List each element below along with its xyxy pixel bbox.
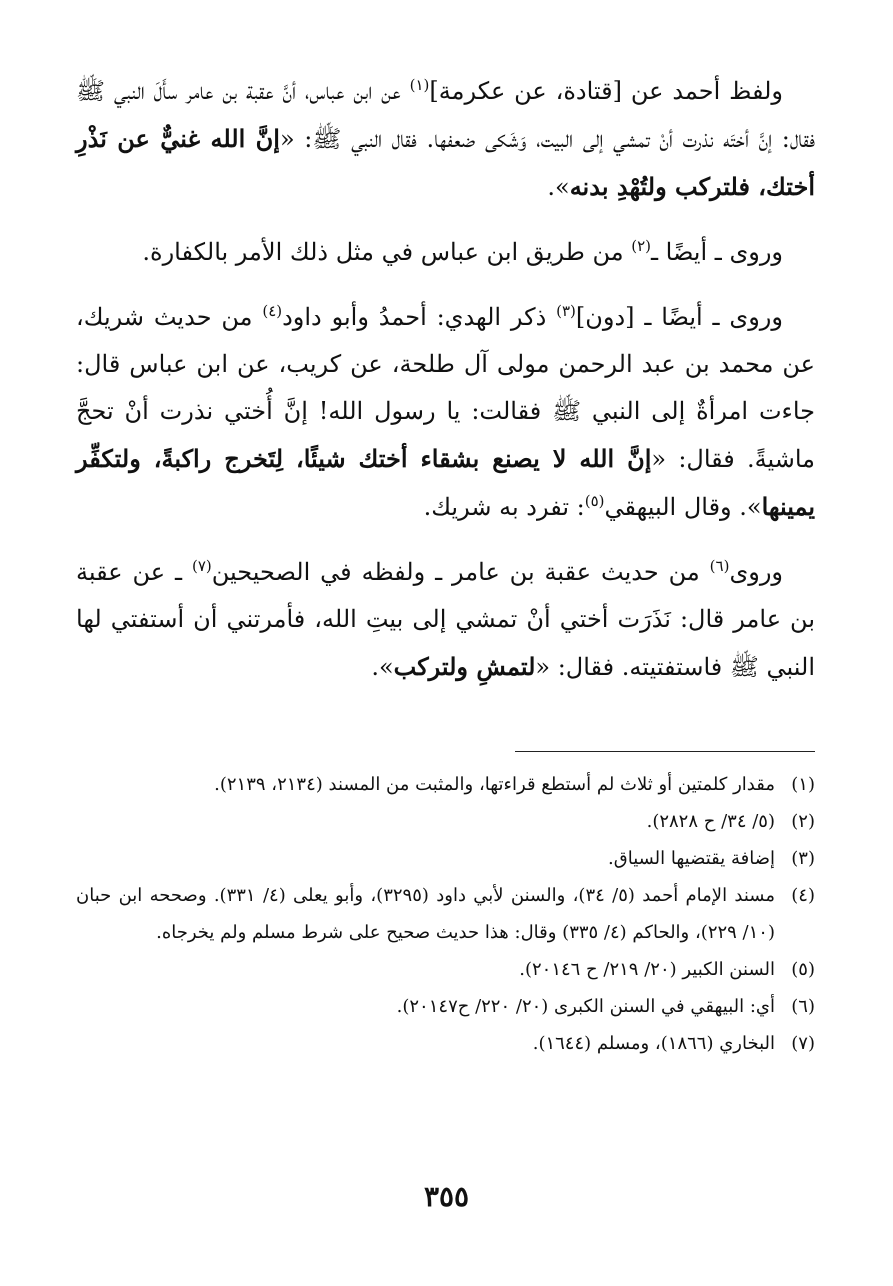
text-span: ولفظ أحمد عن [قتادة، عن عكرمة] xyxy=(429,77,783,105)
paragraph-4 xyxy=(76,549,815,691)
page-number: ٣٥٥ xyxy=(423,1180,470,1213)
text-span: ـ عن عقبة بن عامر قال: نَذَرَت أختي أنْ تمشي إلى بيتِ الله، فأمرتني أن أستفتي لها النبي ﷺ فاستفتيته. فقال: « xyxy=(76,558,815,681)
footnote-ref[interactable]: (٤) xyxy=(262,302,283,320)
text-span: ». xyxy=(547,173,570,201)
footnote-2 xyxy=(76,803,815,840)
hadith-quote: إنَّ الله لا يصنع بشقاء أختك شيئًا، لِتَخرج راكبةً، ولتكفِّر يمينها xyxy=(76,444,815,521)
text-span: ». وقال البيهقي xyxy=(604,493,762,521)
text-span: : تفرد به شريك. xyxy=(423,493,585,521)
hadith-quote: إنَّ الله غنيٌّ عن نَذْرِ أختك، فلتركب ولتُهْدِ بدنه xyxy=(76,124,815,201)
footnote-number: (٥) xyxy=(791,959,815,980)
footnote-separator xyxy=(515,751,815,752)
text-span: وروى xyxy=(729,558,784,586)
footnote-ref[interactable]: (١) xyxy=(409,76,430,94)
footnote-separator-wrap xyxy=(76,709,815,766)
footnote-number: (١) xyxy=(791,774,815,795)
paragraph-1 xyxy=(76,68,815,211)
hadith-quote: لتمشِ ولتركب xyxy=(393,652,536,681)
text-span: من حديث عقبة بن عامر ـ ولفظه في الصحيحين xyxy=(211,558,710,586)
footnote-ref[interactable]: (٣) xyxy=(556,302,576,320)
footnote-text: (٥/ ٣٤/ ح ٢٨٢٨). xyxy=(646,811,775,832)
text-span: وروى ـ أيضًا ـ xyxy=(651,238,783,266)
footnote-text: البخاري (١٨٦٦)، ومسلم (١٦٤٤). xyxy=(532,1033,775,1054)
footnote-text: أي: البيهقي في السنن الكبرى (٢٠/ ٢٢٠/ ح٢٠١٤٧). xyxy=(396,996,775,1017)
footnote-3 xyxy=(76,840,815,877)
footnote-text: مقدار كلمتين أو ثلاث لم أستطع قراءتها، والمثبت من المسند (٢١٣٤، ٢١٣٩). xyxy=(214,774,775,795)
text-span: من طريق ابن عباس في مثل ذلك الأمر بالكفارة. xyxy=(142,238,632,266)
text-span: عن ابن عباس، أنَّ عقبة بن عامر سأَلَ النبي ﷺ فقال: إنَّ أختَه نذرت أنْ تمشي إلى البيت، وَشَكى ضعفها. فقال النبي ﷺ: « xyxy=(76,77,815,153)
footnote-ref[interactable]: (٧) xyxy=(191,557,212,575)
footnote-4 xyxy=(76,877,815,951)
footnote-number: (٦) xyxy=(791,996,815,1017)
paragraph-3 xyxy=(76,294,815,531)
text-span: وروى ـ أيضًا ـ [دون] xyxy=(575,303,783,331)
footnote-5 xyxy=(76,951,815,988)
footnote-ref[interactable]: (٦) xyxy=(709,557,730,575)
footnote-ref[interactable]: (٥) xyxy=(584,492,605,510)
footnote-number: (٧) xyxy=(791,1033,815,1054)
footnote-text: مسند الإمام أحمد (٥/ ٣٤)، والسنن لأبي داود (٣٢٩٥)، وأبو يعلى (٤/ ٣٣١). وصححه ابن حبان (١٠/ ٢٢٩)، والحاكم (٤/ ٣٣٥) وقال: هذا حديث صحيح على شرط مسلم ولم يخرجاه. xyxy=(76,885,775,943)
footnote-number: (٤) xyxy=(791,885,815,906)
footnote-text: إضافة يقتضيها السياق. xyxy=(608,848,775,869)
footnote-text: السنن الكبير (٢٠/ ٢١٩/ ح ٢٠١٤٦). xyxy=(519,959,775,980)
paragraph-2 xyxy=(76,229,815,276)
footnote-ref[interactable]: (٢) xyxy=(631,237,652,255)
footnote-6 xyxy=(76,988,815,1025)
footnote-number: (٣) xyxy=(791,848,815,869)
footnotes xyxy=(76,766,815,1062)
footnote-number: (٢) xyxy=(791,811,815,832)
text-span: من حديث شريك، عن محمد بن عبد الرحمن مولى آل طلحة، عن كريب، عن ابن عباس قال: جاءت امرأةٌ إلى النبي ﷺ فقالت: يا رسول الله! إنَّ أُختي نذرت أنْ تحجَّ ماشيةً. فقال: « xyxy=(76,303,816,473)
text-span: ». xyxy=(371,653,394,681)
footnote-7 xyxy=(76,1025,815,1062)
footnote-1 xyxy=(76,766,815,803)
text-span: ذكر الهدي: أحمدُ وأبو داود xyxy=(282,303,557,331)
